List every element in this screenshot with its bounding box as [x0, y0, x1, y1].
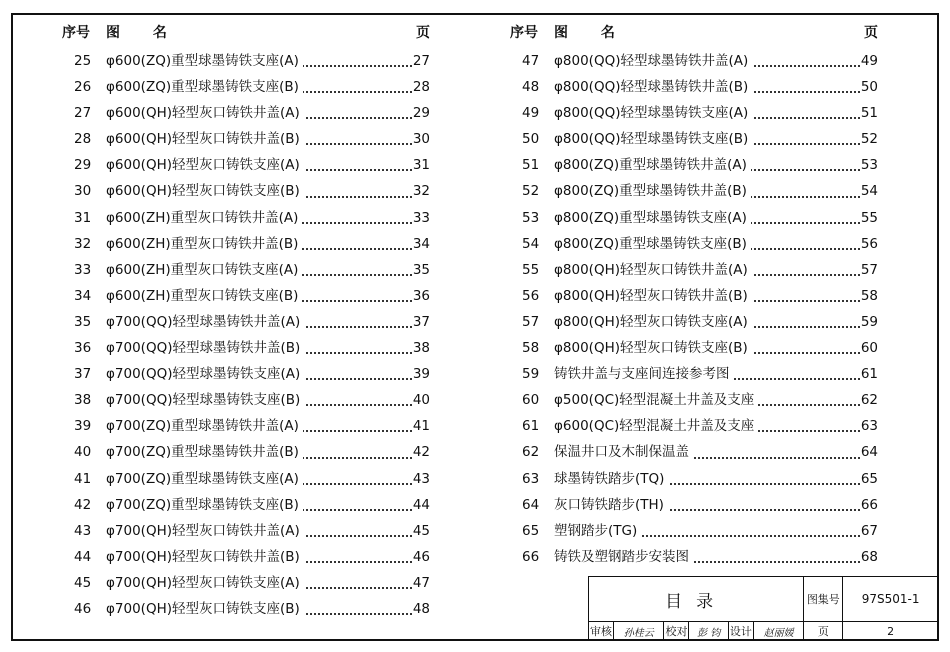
row-title-text: φ700(ZQ)重型球墨铸铁支座(B) — [106, 497, 303, 513]
row-title-text: φ700(ZQ)重型球墨铸铁井盖(A) — [106, 418, 303, 434]
row-title-text: φ600(QH)轻型灰口铸铁井盖(A) — [106, 105, 304, 121]
row-title — [554, 413, 758, 439]
row-page: 46 — [412, 544, 430, 570]
row-title-text: φ800(QH)轻型灰口铸铁井盖(B) — [554, 288, 752, 304]
title-block — [588, 576, 939, 641]
row-page: 63 — [860, 413, 878, 439]
toc-row — [62, 466, 430, 492]
row-page: 56 — [860, 231, 878, 257]
row-title-text: φ700(ZQ)重型球墨铸铁支座(A) — [106, 471, 303, 487]
row-page: 35 — [412, 257, 430, 283]
row-page: 52 — [860, 126, 878, 152]
row-title-text: φ600(ZQ)重型球墨铸铁支座(A) — [106, 53, 303, 69]
row-title — [554, 100, 752, 126]
row-page: 45 — [412, 518, 430, 544]
header-page: 页 — [416, 25, 430, 41]
row-title — [554, 126, 752, 152]
row-title — [554, 335, 752, 361]
toc-row — [510, 152, 878, 178]
toc-row — [62, 257, 430, 283]
toc-row — [510, 48, 878, 74]
row-title-text: φ800(QH)轻型灰口铸铁支座(B) — [554, 340, 752, 356]
row-number: 43 — [74, 522, 92, 539]
row-page: 34 — [412, 231, 430, 257]
row-page: 53 — [860, 152, 878, 178]
toc-row — [62, 152, 430, 178]
row-title-text: φ600(QC)轻型混凝土井盖及支座 — [554, 418, 758, 434]
row-title — [106, 152, 304, 178]
row-number: 65 — [522, 522, 540, 539]
toc-row — [510, 126, 878, 152]
row-title — [106, 74, 303, 100]
row-number: 37 — [74, 366, 92, 383]
row-title-text: 球墨铸铁踏步(TQ) — [554, 471, 668, 487]
row-number: 49 — [522, 105, 540, 122]
row-title — [554, 387, 758, 413]
row-number: 32 — [74, 235, 92, 252]
row-page: 47 — [412, 570, 430, 596]
row-title — [106, 361, 304, 387]
row-number: 63 — [522, 470, 540, 487]
row-title-text: φ600(ZH)重型灰口铸铁支座(A) — [106, 262, 302, 278]
row-number: 56 — [522, 287, 540, 304]
row-title-text: φ700(QH)轻型灰口铸铁井盖(B) — [106, 549, 304, 565]
row-title-text: φ600(ZH)重型灰口铸铁支座(B) — [106, 288, 302, 304]
row-page: 68 — [860, 544, 878, 570]
row-title-text: φ600(ZH)重型灰口铸铁井盖(B) — [106, 236, 302, 252]
row-title — [106, 100, 304, 126]
row-page: 30 — [412, 126, 430, 152]
row-page: 29 — [412, 100, 430, 126]
toc-row — [62, 518, 430, 544]
page-number: 2 — [843, 622, 939, 641]
toc-row — [510, 387, 878, 413]
toc-row — [62, 387, 430, 413]
toc-row — [510, 492, 878, 518]
row-number: 58 — [522, 340, 540, 357]
row-title-text: φ700(QQ)轻型球墨铸铁井盖(A) — [106, 314, 304, 330]
row-title-text: φ800(QH)轻型灰口铸铁井盖(A) — [554, 262, 752, 278]
row-title — [554, 283, 752, 309]
row-page: 28 — [412, 74, 430, 100]
row-number: 64 — [522, 496, 540, 513]
row-page: 57 — [860, 257, 878, 283]
toc-row — [62, 335, 430, 361]
toc-row — [62, 126, 430, 152]
toc-row — [510, 439, 878, 465]
toc-row — [510, 178, 878, 204]
toc-row — [510, 205, 878, 231]
toc-row — [62, 178, 430, 204]
drawing-title: 目录 — [589, 577, 804, 622]
toc-column-left — [62, 22, 430, 622]
toc-row — [62, 570, 430, 596]
row-number: 47 — [522, 53, 540, 69]
row-title — [106, 178, 304, 204]
row-title — [554, 231, 751, 257]
row-title — [106, 309, 304, 335]
row-title — [554, 518, 641, 544]
toc-row — [62, 74, 430, 100]
row-title-text: φ700(QH)轻型灰口铸铁支座(B) — [106, 601, 304, 617]
row-page: 44 — [412, 492, 430, 518]
row-page: 42 — [412, 439, 430, 465]
row-number: 59 — [522, 366, 540, 383]
row-title — [106, 413, 303, 439]
toc-row — [510, 335, 878, 361]
row-title-text: φ800(QQ)轻型球墨铸铁支座(B) — [554, 131, 752, 147]
row-title — [106, 335, 304, 361]
toc-column-right — [510, 22, 878, 570]
row-page: 54 — [860, 178, 878, 204]
check-signature: 彭 钧 — [689, 622, 728, 641]
row-page: 43 — [412, 466, 430, 492]
toc-header — [62, 22, 430, 48]
row-number: 55 — [522, 261, 540, 278]
row-number: 54 — [522, 235, 540, 252]
row-title — [106, 544, 304, 570]
row-title — [554, 544, 693, 570]
header-name: 图 名 — [106, 25, 181, 41]
row-page: 38 — [412, 335, 430, 361]
row-page: 31 — [412, 152, 430, 178]
row-number: 42 — [74, 496, 92, 513]
toc-row — [62, 100, 430, 126]
row-title — [106, 387, 304, 413]
toc-row — [62, 231, 430, 257]
row-title-text: φ700(QQ)轻型球墨铸铁井盖(B) — [106, 340, 304, 356]
row-title — [106, 205, 302, 231]
row-title — [106, 283, 302, 309]
row-number: 57 — [522, 313, 540, 330]
row-title — [554, 257, 752, 283]
row-page: 41 — [412, 413, 430, 439]
row-number: 25 — [74, 53, 92, 69]
row-title — [106, 439, 303, 465]
toc-row — [62, 596, 430, 622]
row-number: 29 — [74, 157, 92, 174]
row-title-text: 灰口铸铁踏步(TH) — [554, 497, 668, 513]
row-title-text: φ800(ZQ)重型球墨铸铁支座(A) — [554, 210, 751, 226]
row-title-text: φ500(QC)轻型混凝土井盖及支座 — [554, 392, 758, 408]
row-number: 34 — [74, 287, 92, 304]
design-signature: 赵丽媛 — [753, 622, 803, 641]
row-number: 39 — [74, 418, 92, 435]
row-number: 51 — [522, 157, 540, 174]
row-page: 39 — [412, 361, 430, 387]
toc-row — [62, 492, 430, 518]
row-page: 37 — [412, 309, 430, 335]
row-title-text: 铸铁井盖与支座间连接参考图 — [554, 366, 734, 382]
atlas-number: 97S501-1 — [843, 577, 939, 622]
row-page: 50 — [860, 74, 878, 100]
row-page: 32 — [412, 178, 430, 204]
row-title — [106, 48, 303, 74]
header-page: 页 — [864, 25, 878, 41]
header-no: 序号 — [62, 25, 90, 41]
row-page: 55 — [860, 205, 878, 231]
row-number: 35 — [74, 313, 92, 330]
row-title-text: φ800(QH)轻型灰口铸铁支座(A) — [554, 314, 752, 330]
row-page: 51 — [860, 100, 878, 126]
check-label: 校对 — [664, 622, 689, 641]
toc-header — [510, 22, 878, 48]
row-title-text: 保温井口及木制保温盖 — [554, 444, 693, 460]
toc-row — [62, 48, 430, 74]
toc-row — [62, 361, 430, 387]
toc-row — [510, 100, 878, 126]
row-title-text: φ600(QH)轻型灰口铸铁支座(B) — [106, 183, 304, 199]
row-title — [554, 205, 751, 231]
row-page: 40 — [412, 387, 430, 413]
row-page: 49 — [860, 48, 878, 74]
row-title — [106, 231, 302, 257]
row-number: 52 — [522, 183, 540, 200]
toc-row — [510, 283, 878, 309]
row-title — [554, 439, 693, 465]
toc-row — [62, 544, 430, 570]
row-title — [554, 466, 668, 492]
row-page: 58 — [860, 283, 878, 309]
toc-row — [510, 74, 878, 100]
page-label: 页 — [804, 622, 843, 641]
row-page: 36 — [412, 283, 430, 309]
row-number: 60 — [522, 392, 540, 409]
toc-row — [62, 283, 430, 309]
toc-row — [510, 231, 878, 257]
row-page: 60 — [860, 335, 878, 361]
row-title — [554, 309, 752, 335]
review-signature: 孙桂云 — [614, 622, 664, 641]
toc-row — [510, 309, 878, 335]
row-title-text: φ800(QQ)轻型球墨铸铁井盖(A) — [554, 53, 752, 69]
toc-row — [510, 413, 878, 439]
row-number: 41 — [74, 470, 92, 487]
row-title-text: φ600(QH)轻型灰口铸铁支座(A) — [106, 157, 304, 173]
row-number: 46 — [74, 600, 92, 617]
row-title-text: φ600(QH)轻型灰口铸铁井盖(B) — [106, 131, 304, 147]
row-number: 40 — [74, 444, 92, 461]
row-title — [554, 492, 668, 518]
row-number: 31 — [74, 209, 92, 226]
row-title-text: φ700(ZQ)重型球墨铸铁井盖(B) — [106, 444, 303, 460]
toc-row — [510, 518, 878, 544]
row-page: 33 — [412, 205, 430, 231]
row-title-text: φ700(QH)轻型灰口铸铁井盖(A) — [106, 523, 304, 539]
row-title-text: φ600(ZQ)重型球墨铸铁支座(B) — [106, 79, 303, 95]
row-page: 66 — [860, 492, 878, 518]
row-title-text: φ700(QQ)轻型球墨铸铁支座(A) — [106, 366, 304, 382]
row-number: 61 — [522, 418, 540, 435]
row-page: 59 — [860, 309, 878, 335]
review-label: 审核 — [589, 622, 614, 641]
row-number: 33 — [74, 261, 92, 278]
row-number: 30 — [74, 183, 92, 200]
row-title — [554, 74, 752, 100]
atlas-label: 图集号 — [804, 577, 843, 622]
row-page: 48 — [412, 596, 430, 622]
row-title — [106, 126, 304, 152]
row-number: 50 — [522, 131, 540, 148]
toc-row — [62, 309, 430, 335]
row-number: 66 — [522, 548, 540, 565]
toc-row — [62, 439, 430, 465]
row-title — [554, 361, 734, 387]
row-page: 27 — [412, 48, 430, 74]
row-number: 26 — [74, 79, 92, 96]
row-title — [106, 466, 303, 492]
toc-row — [510, 257, 878, 283]
row-title-text: φ800(ZQ)重型球墨铸铁支座(B) — [554, 236, 751, 252]
row-number: 53 — [522, 209, 540, 226]
row-number: 36 — [74, 340, 92, 357]
header-name: 图 名 — [554, 25, 629, 41]
row-page: 64 — [860, 439, 878, 465]
toc-row — [510, 466, 878, 492]
row-title-text: 铸铁及塑钢踏步安装图 — [554, 549, 693, 565]
row-page: 65 — [860, 466, 878, 492]
row-page: 62 — [860, 387, 878, 413]
row-title — [554, 178, 751, 204]
row-number: 38 — [74, 392, 92, 409]
row-title-text: φ600(ZH)重型灰口铸铁井盖(A) — [106, 210, 302, 226]
row-title-text: φ800(QQ)轻型球墨铸铁井盖(B) — [554, 79, 752, 95]
row-title — [106, 518, 304, 544]
design-label: 设计 — [728, 622, 753, 641]
row-title-text: φ800(QQ)轻型球墨铸铁支座(A) — [554, 105, 752, 121]
row-number: 28 — [74, 131, 92, 148]
row-number: 44 — [74, 548, 92, 565]
row-number: 27 — [74, 105, 92, 122]
toc-row — [62, 205, 430, 231]
row-title-text: φ800(ZQ)重型球墨铸铁井盖(B) — [554, 183, 751, 199]
row-title-text: φ700(QQ)轻型球墨铸铁支座(B) — [106, 392, 304, 408]
row-title-text: φ700(QH)轻型灰口铸铁支座(A) — [106, 575, 304, 591]
row-title-text: 塑钢踏步(TG) — [554, 523, 641, 539]
row-title — [554, 152, 751, 178]
toc-row — [510, 361, 878, 387]
row-title — [106, 570, 304, 596]
row-title — [106, 596, 304, 622]
row-number: 62 — [522, 444, 540, 461]
row-number: 45 — [74, 574, 92, 591]
toc-row — [62, 413, 430, 439]
header-no: 序号 — [510, 25, 538, 41]
row-title-text: φ800(ZQ)重型球墨铸铁井盖(A) — [554, 157, 751, 173]
toc-row — [510, 544, 878, 570]
row-number: 48 — [522, 79, 540, 96]
row-page: 67 — [860, 518, 878, 544]
row-title — [106, 492, 303, 518]
row-title — [554, 48, 752, 74]
row-title — [106, 257, 302, 283]
row-page: 61 — [860, 361, 878, 387]
